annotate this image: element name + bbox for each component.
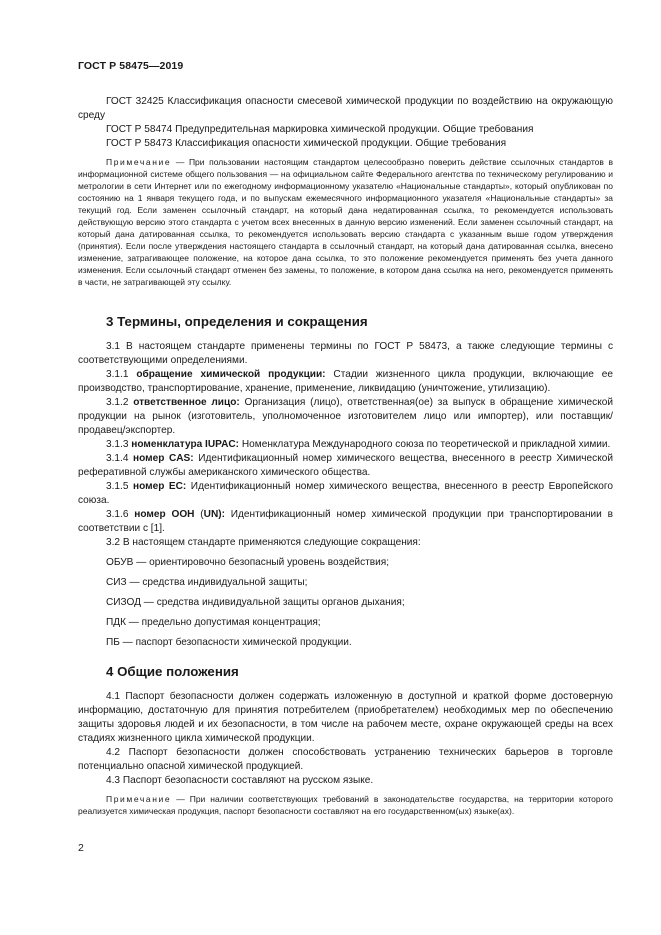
clause-3-2: 3.2 В настоящем стандарте применяются следующие сокращения: (106, 537, 421, 548)
term-definition: Идентификационный номер химического вещества, внесенного в реестр Европейского союза. (78, 481, 613, 506)
term-number: 3.1.2 (106, 397, 134, 408)
clause-3-1: 3.1 В настоящем стандарте применены термины по ГОСТ Р 58473, а также следующие термины с соответствующими определениями. (78, 341, 613, 366)
term-3-1-2 (78, 396, 613, 438)
term-number: 3.1.4 (106, 453, 134, 464)
standard-header: ГОСТ Р 58475—2019 (78, 60, 184, 72)
term-name: номер ООН (134, 509, 195, 520)
section-3-heading: 3 Термины, определения и сокращения (106, 314, 368, 329)
term-paren: ( (194, 509, 204, 520)
clause-4-2: 4.2 Паспорт безопасности должен способствовать устранению технических барьеров в торговле потенциально опасной химической продукцией. (78, 747, 613, 772)
reference-item: ГОСТ 32425 Классификация опасности смесевой химической продукции по воздействию на окружающую среду (78, 96, 613, 121)
term-name-abbrev: UN): (203, 509, 225, 520)
note-label: Примечание (106, 157, 172, 167)
reference-item: ГОСТ Р 58473 Классификация опасности химической продукции. Общие требования (106, 138, 507, 149)
note-language (78, 793, 613, 817)
term-number: 3.1.6 (106, 509, 135, 520)
term-name: ответственное лицо: (133, 397, 240, 408)
term-name: номер CAS: (133, 453, 194, 464)
abbreviation-item: ПБ — паспорт безопасности химической продукции. (106, 637, 352, 648)
term-name: обращение химической продукции: (136, 369, 326, 380)
term-number: 3.1.3 (106, 439, 132, 450)
term-number: 3.1.5 (106, 481, 133, 492)
note-label: Примечание (106, 794, 172, 804)
abbreviation-item: СИЗ — средства индивидуальной защиты; (106, 577, 308, 588)
term-definition: Организация (лицо), ответственная(ое) за выпуск в обращение химической продукции на рынок (изготовитель, уполномоченное изготовителем лицо или импортер), или поставщик/продавец/экспортер. (78, 397, 613, 436)
term-definition: Идентификационный номер химического вещества, внесенного в реестр Химической реферативной службы американского химического общества. (78, 453, 613, 478)
term-3-1-3 (78, 438, 613, 452)
term-definition: Стадии жизненного цикла продукции, включающие ее производство, транспортирование, хранение, применение, ликвидацию (уничтожение, утилизацию). (78, 369, 613, 394)
abbreviation-item: ПДК — предельно допустимая концентрация; (106, 617, 321, 628)
note-referenced-standards (78, 156, 613, 288)
abbreviation-item: ОБУВ — ориентировочно безопасный уровень воздействия; (106, 557, 390, 568)
document-body (78, 95, 613, 817)
page-number: 2 (78, 842, 84, 854)
term-number: 3.1.1 (106, 369, 137, 380)
term-3-1-4 (78, 452, 613, 480)
term-3-1-5 (78, 480, 613, 508)
note-text: — При наличии соответствующих требований в законодательстве государства, на территории которого реализуется химическая продукция, паспорт безопасности составляют на его государственном(ых) языке(ах). (78, 794, 613, 816)
term-name: номер ЕС: (132, 481, 187, 492)
clause-4-3: 4.3 Паспорт безопасности составляют на русском языке. (106, 775, 374, 786)
note-text: — При пользовании настоящим стандартом целесообразно поверить действие ссылочных стандартов в информационной системе общего пользования — на официальном сайте Федерального агентства по техническому регулированию и метрологии в сети Интернет или по ежегодному информационному указателю «Национальные стандарты», который опубликован по состоянию на 1 января текущего года, и по выпускам ежемесячного информационного указателя «Национальные стандарты» за текущий год. Если заменен ссылочный стандарт, на который дана недатированная ссылка, то рекомендуется использовать действующую версию этого стандарта с учетом всех внесенных в данную версию изменений. Если заменен ссылочный стандарт, на который дана датированная ссылка, то рекомендуется использовать версию стандарта с указанным выше годом утверждения (принятия). Если после утверждения настоящего стандарта в ссылочный стандарт, на который дана датированная ссылка, внесено изменение, затрагивающее положение, на которое дана ссылка, то это положение рекомендуется применять без учета данного изменения. Если ссылочный стандарт отменен без замены, то положение, в котором дана ссылка на него, рекомендуется применять в части, не затрагивающей эту ссылку. (78, 157, 613, 287)
section-4-heading: 4 Общие положения (106, 664, 239, 679)
term-definition: Номенклатура Международного союза по теоретической и прикладной химии. (239, 439, 611, 450)
abbreviation-item: СИЗОД — средства индивидуальной защиты органов дыхания; (106, 597, 405, 608)
reference-item: ГОСТ Р 58474 Предупредительная маркировка химической продукции. Общие требования (106, 124, 534, 135)
clause-4-1: 4.1 Паспорт безопасности должен содержать изложенную в доступной и краткой форме достоверную информацию, достаточную для принятия потребителем (приобретателем) необходимых мер по обеспечению защиты здоровья людей и их безопасности, в том числе на рабочем месте, охране окружающей среды на всех стадиях жизненного цикла химической продукции. (78, 691, 613, 744)
term-3-1-1 (78, 368, 613, 396)
term-3-1-6 (78, 508, 613, 536)
term-name: номенклатура IUPAC: (131, 439, 240, 450)
term-definition: Идентификационный номер химической продукции при транспортировании в соответствии с [1]. (78, 509, 613, 534)
